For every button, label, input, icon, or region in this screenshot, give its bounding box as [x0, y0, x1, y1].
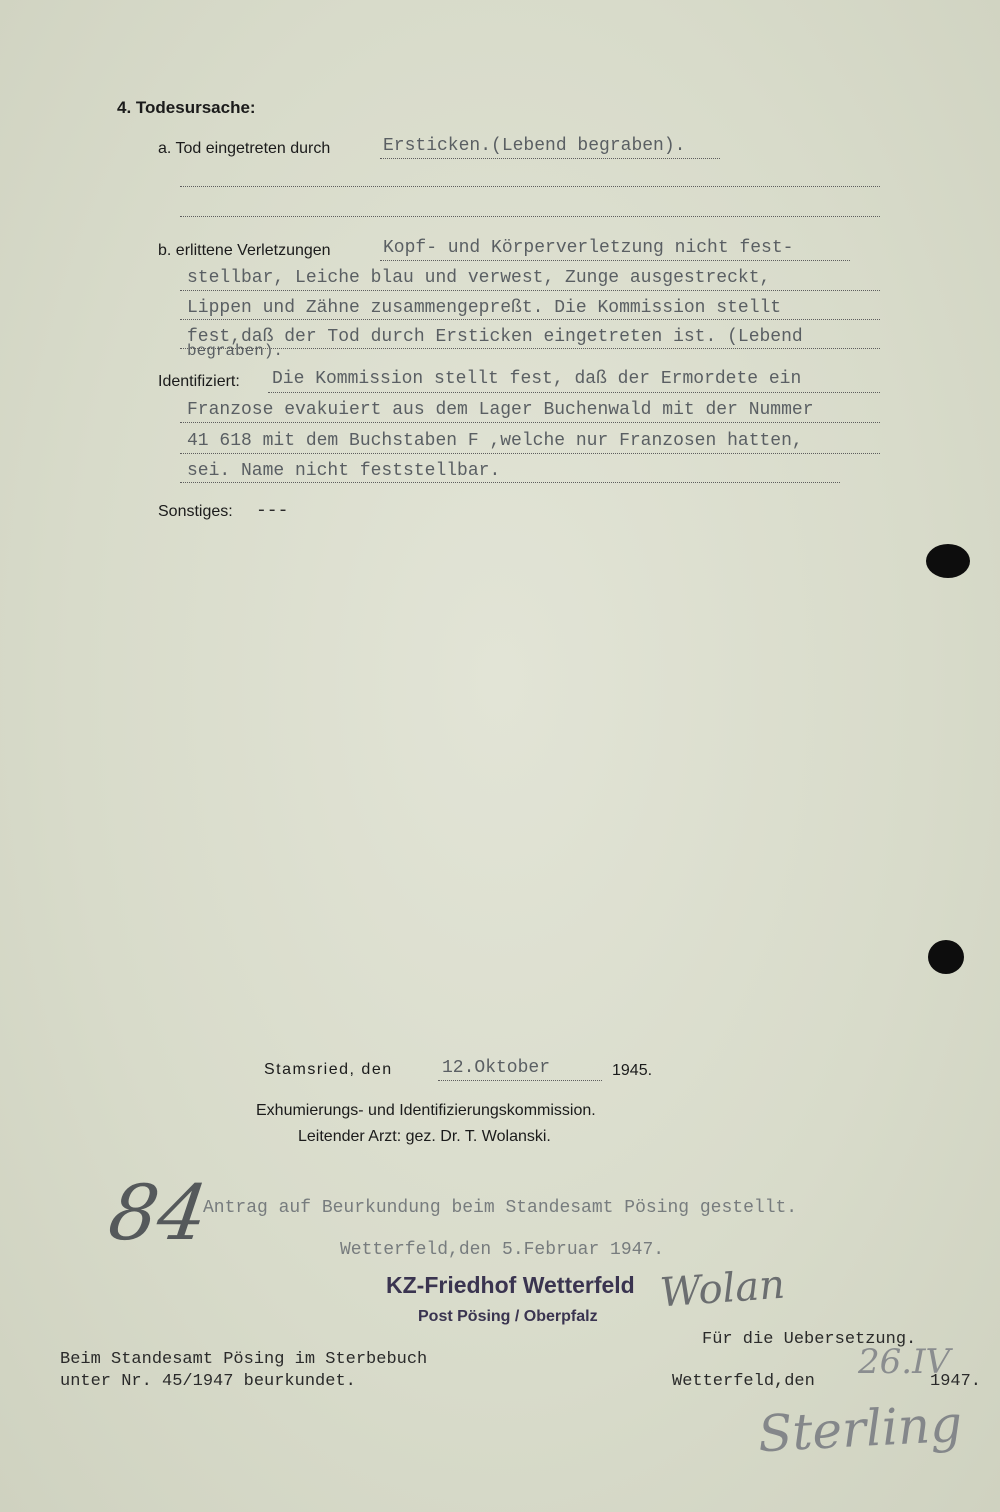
dotted-line — [180, 348, 880, 349]
dotted-line — [180, 482, 840, 483]
dotted-line — [180, 319, 880, 320]
registration-place-date: Wetterfeld,den 5.Februar 1947. — [340, 1240, 665, 1260]
cause-of-death-label: a. Tod eingetreten durch — [158, 140, 331, 157]
commission-date: 12.Oktober — [442, 1058, 551, 1078]
stamp-line-1: KZ-Friedhof Wetterfeld — [386, 1272, 635, 1298]
registry-note-line-2: unter Nr. 45/1947 beurkundet. — [60, 1372, 356, 1391]
handwritten-number: 84 — [103, 1168, 213, 1257]
injuries-line-1: Kopf- und Körperverletzung nicht fest- — [383, 238, 794, 258]
punch-hole — [928, 940, 964, 974]
section-heading: 4. Todesursache: — [117, 98, 256, 117]
dotted-line — [180, 422, 880, 423]
dotted-line — [380, 260, 850, 261]
commission-place: Stamsried, den — [264, 1061, 393, 1078]
dotted-line — [180, 453, 880, 454]
identified-label: Identifiziert: — [158, 373, 240, 390]
commission-title: Exhumierungs- und Identifizierungskommission. — [256, 1102, 596, 1119]
injuries-line-5: begraben). — [187, 342, 284, 360]
identified-line-2: Franzose evakuiert aus dem Lager Buchenwald mit der Nummer — [187, 400, 814, 420]
commission-year: 1945. — [612, 1062, 653, 1079]
other-value: --- — [256, 501, 289, 521]
injuries-label: b. erlittene Verletzungen — [158, 242, 331, 259]
translation-line-1: Für die Uebersetzung. — [702, 1330, 917, 1349]
dotted-line — [180, 186, 880, 187]
signature-1: Wolan — [658, 1261, 787, 1317]
signature-2: Sterling — [756, 1394, 964, 1464]
translation-handwritten-date: 26.IV — [858, 1342, 951, 1382]
dotted-line — [438, 1080, 602, 1081]
translation-place: Wetterfeld,den — [672, 1372, 815, 1391]
identified-line-3: 41 618 mit dem Buchstaben F ,welche nur Franzosen hatten, — [187, 431, 803, 451]
translation-year: 1947. — [930, 1372, 982, 1391]
identified-line-4: sei. Name nicht feststellbar. — [187, 461, 501, 481]
cause-of-death-value: Ersticken.(Lebend begraben). — [383, 136, 686, 156]
dotted-line — [180, 290, 880, 291]
identified-line-1: Die Kommission stellt fest, daß der Ermordete ein — [272, 369, 802, 389]
other-label: Sonstiges: — [158, 503, 233, 520]
registry-note-line-1: Beim Standesamt Pösing im Sterbebuch — [60, 1350, 428, 1369]
injuries-line-3: Lippen und Zähne zusammengepreßt. Die Kommission stellt — [187, 298, 782, 318]
registration-request: Antrag auf Beurkundung beim Standesamt Pösing gestellt. — [203, 1198, 798, 1218]
punch-hole — [926, 544, 970, 578]
injuries-line-4: fest,daß der Tod durch Ersticken eingetreten ist. (Lebend — [187, 327, 803, 347]
stamp-line-2: Post Pösing / Oberpfalz — [418, 1308, 598, 1325]
dotted-line — [268, 392, 880, 393]
dotted-line — [180, 216, 880, 217]
dotted-line — [380, 158, 720, 159]
injuries-line-2: stellbar, Leiche blau und verwest, Zunge ausgestreckt, — [187, 268, 771, 288]
commission-doctor: Leitender Arzt: gez. Dr. T. Wolanski. — [298, 1128, 551, 1145]
